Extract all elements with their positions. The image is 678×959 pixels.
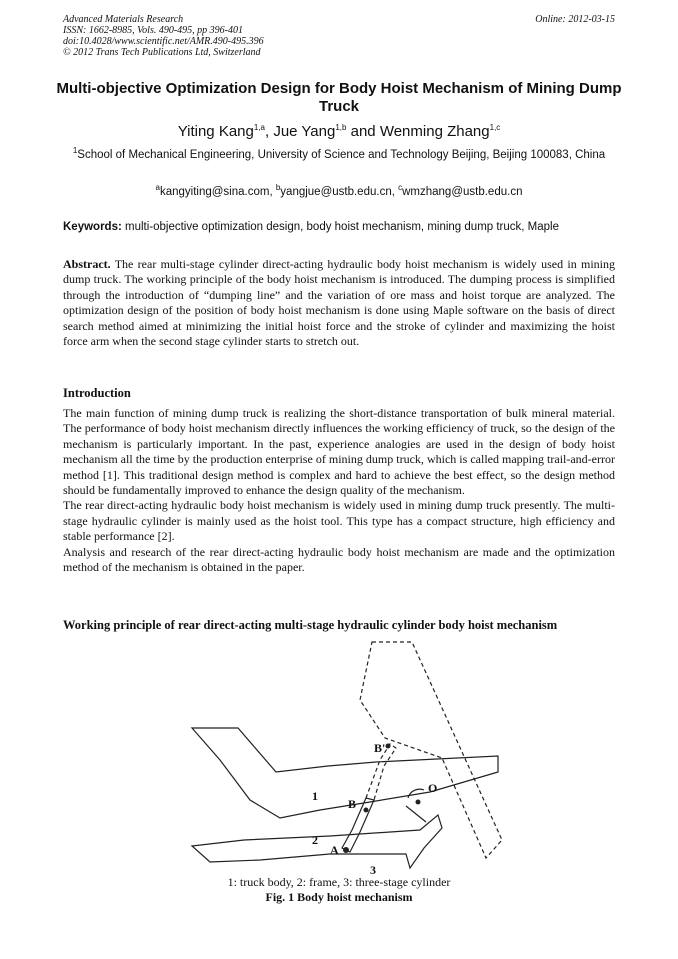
abstract-text: The rear multi-stage cylinder direct-acting hydraulic body hoist mechanism is widely used in mining dump truck. The working principle of the body hoist mechanism is introduced. The dumping process is simplified through the introduction of “dumping line” and the variation of ore mass and hoist torque are analyzed. The optimization design of the position of body hoist mechanism is done using Maple software on the basis of direct search method aimed at minimizing the initial hoist force and the stroke of cylinder and maximizing the hoist force arm when the second stage cylinder starts to stretch out.	[63, 257, 615, 349]
working-principle-heading: Working principle of rear direct-acting multi-stage hydraulic cylinder body hoist mechanism	[63, 618, 558, 632]
pivot-a	[343, 847, 349, 853]
label-b: B	[348, 797, 357, 811]
author-list	[50, 123, 628, 140]
author-name: Yiting Kang	[177, 123, 254, 140]
email-address[interactable]: kangyiting@sina.com	[159, 186, 270, 198]
pivot-b	[364, 808, 369, 813]
author-name: Jue Yang	[273, 123, 336, 140]
keywords-text: multi-objective optimization design, body hoist mechanism, mining dump truck, Maple	[121, 221, 559, 233]
paragraph: Analysis and research of the rear direct-acting hydraulic body hoist mechanism are made and the optimization method of the mechanism is obtained in the paper.	[63, 544, 615, 575]
issn: ISSN: 1662-8985, Vols. 490-495, pp 396-401	[63, 25, 243, 36]
journal-header	[63, 14, 615, 58]
copyright: © 2012 Trans Tech Publications Ltd, Switzerland	[63, 47, 261, 58]
affiliation-sup: 1	[72, 146, 78, 156]
email-list: $^a$kangyiting@sina.com, $^b$yangjue@ustb.edu.cn, $^c$wmzhang@ustb.edu.cn	[155, 183, 523, 198]
caption-legend: 1: truck body, 2: frame, 3: three-stage cylinder	[227, 875, 451, 889]
label-o: O	[428, 781, 438, 795]
label-three: 3	[370, 863, 376, 875]
author-separator: ,	[264, 123, 274, 140]
keywords	[63, 221, 623, 233]
author-sup: 1,b	[335, 123, 347, 132]
journal-name: Advanced Materials Research	[63, 14, 184, 25]
author-separator: and	[346, 123, 380, 140]
email-address[interactable]: yangjue@ustb.edu.cn	[280, 186, 392, 198]
online-date: Online: 2012-03-15	[535, 14, 615, 25]
doi: doi:10.4028/www.scientific.net/AMR.490-495.396	[63, 36, 264, 47]
paragraph: The main function of mining dump truck is realizing the short-distance transportation of bulk mineral material. The performance of body hoist mechanism directly influences the working efficiency of truck, so the design of the mechanism is particularly important. In the past, experience analogies are used in the design of body hoist mechanism all the time by the production enterprise of mining dump truck, which is called mapping trail-and-error method [1]. This traditional design method is complex and hard to achieve the best effect, so the design method should be fundamentally improved to enhance the design quality of the mechanism.	[63, 406, 615, 498]
pivot-line	[406, 806, 426, 822]
email-sup: b	[275, 183, 281, 193]
introduction-heading: Introduction	[63, 386, 131, 400]
email-sup: c	[398, 183, 403, 193]
caption-title: Fig. 1 Body hoist mechanism	[265, 890, 413, 904]
author-sup: 1,c	[489, 123, 501, 132]
paper-title: Multi-objective Optimization Design for Body Hoist Mechanism of Mining Dump Truck	[56, 80, 622, 115]
pivot-o	[416, 800, 421, 805]
abstract	[63, 257, 615, 349]
label-one: 1	[312, 789, 318, 803]
keywords-label: Keywords:	[63, 221, 122, 233]
author-sup: 1,a	[253, 123, 265, 132]
hoist-mechanism-figure	[180, 640, 510, 875]
pivot-b-prime	[386, 744, 391, 749]
email-address[interactable]: wmzhang@ustb.edu.cn	[402, 186, 523, 198]
paragraph: The rear direct-acting hydraulic body hoist mechanism is widely used in mining dump truck presently. The multi-stage hydraulic cylinder is mainly used as the hoist tool. This type has a compact structure, high efficiency and stable performance [2].	[63, 498, 615, 544]
email-sup: a	[155, 183, 160, 193]
label-a: A	[330, 843, 339, 857]
label-b-prime: B'	[374, 741, 386, 755]
truck-body-outline	[192, 728, 498, 818]
abstract-label: Abstract.	[63, 257, 111, 271]
affiliation-text: School of Mechanical Engineering, University of Science and Technology Beijing, Beijing 100083, China	[77, 149, 606, 161]
introduction-body	[63, 406, 615, 575]
figure-caption	[63, 875, 615, 905]
affiliation	[63, 148, 615, 163]
author-name: Wenming Zhang	[379, 123, 490, 140]
label-two: 2	[312, 833, 318, 847]
